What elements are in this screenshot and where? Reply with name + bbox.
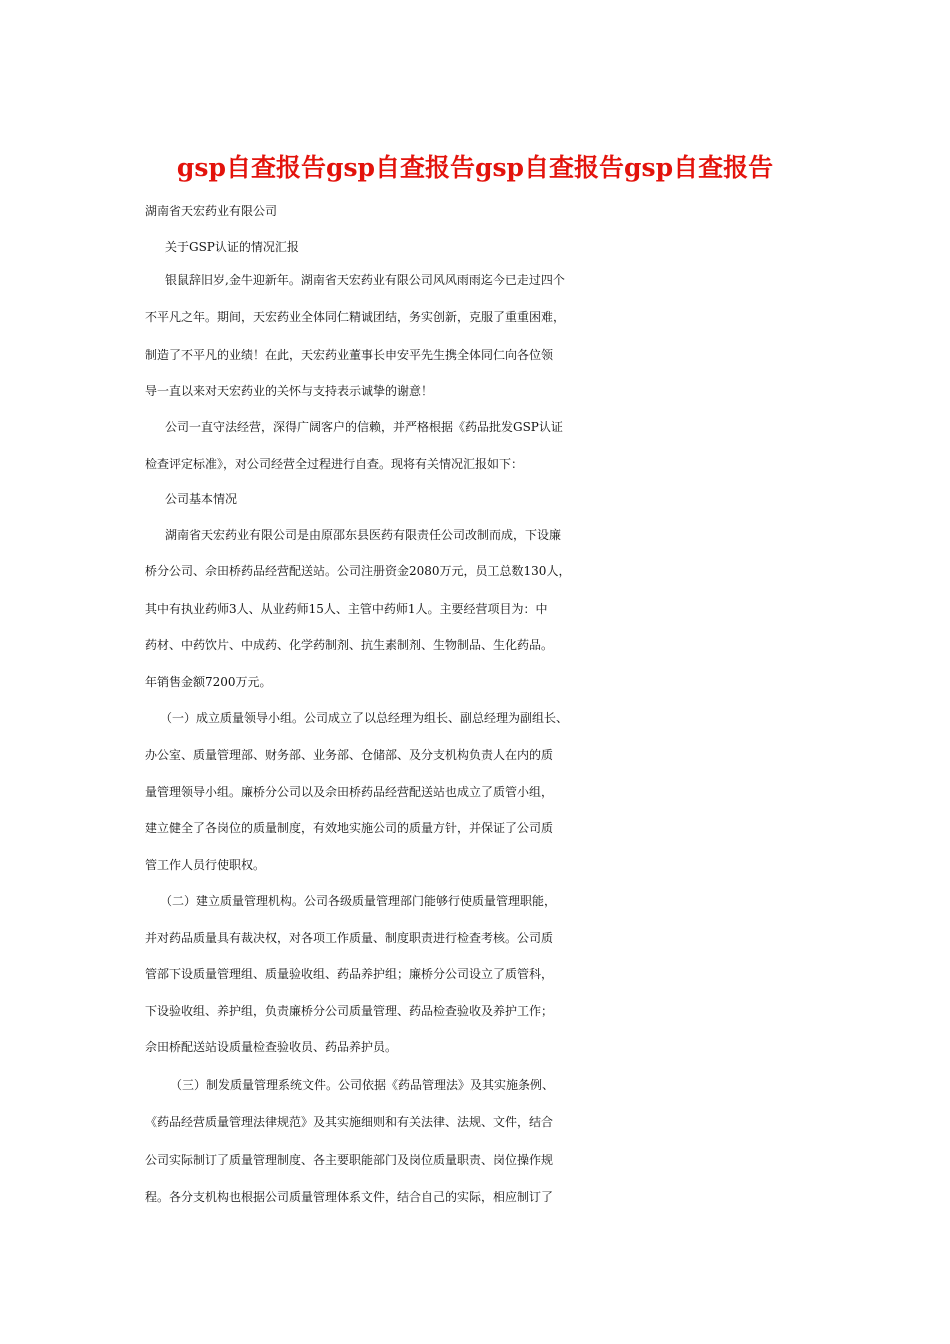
paragraph-line: 办公室、质量管理部、财务部、业务部、仓储部、及分支机构负责人在内的质 (145, 748, 554, 762)
paragraph-line: 制造了不平凡的业绩！在此，天宏药业董事长申安平先生携全体同仁向各位领 (145, 348, 554, 362)
paragraph-line: （三）制发质量管理系统文件。公司依据《药品管理法》及其实施条例、 (170, 1078, 555, 1092)
paragraph-line: 公司一直守法经营，深得广阔客户的信赖，并严格根据《药品批发GSP认证 (165, 420, 563, 434)
paragraph-line: （一）成立质量领导小组。公司成立了以总经理为组长、副总经理为副组长、 (160, 711, 569, 725)
paragraph-line: 银鼠辞旧岁,金牛迎新年。湖南省天宏药业有限公司风风雨雨迄今已走过四个 (165, 273, 565, 287)
paragraph-line: 年销售金额7200万元。 (145, 675, 272, 689)
paragraph-line: 建立健全了各岗位的质量制度，有效地实施公司的质量方针，并保证了公司质 (145, 821, 554, 835)
paragraph-line: 管部下设质量管理组、质量验收组、药品养护组；廉桥分公司设立了质管科， (145, 967, 554, 981)
paragraph-line: 公司实际制订了质量管理制度、各主要职能部门及岗位质量职责、岗位操作规 (145, 1153, 554, 1167)
paragraph-line: 桥分公司、佘田桥药品经营配送站。公司注册资金2080万元，员工总数130人， (145, 564, 571, 578)
paragraph-line: 药材、中药饮片、中成药、化学药制剂、抗生素制剂、生物制品、生化药品。 (145, 638, 554, 652)
company-name-line: 湖南省天宏药业有限公司 (145, 204, 278, 218)
paragraph-line: （二）建立质量管理机构。公司各级质量管理部门能够行使质量管理职能， (160, 894, 557, 908)
section-heading-line: 公司基本情况 (165, 492, 238, 506)
paragraph-line: 佘田桥配送站设质量检查验收员、药品养护员。 (145, 1040, 398, 1054)
paragraph-line: 程。各分支机构也根据公司质量管理体系文件，结合自己的实际，相应制订了 (145, 1190, 554, 1204)
paragraph-line: 检查评定标准》，对公司经营全过程进行自查。现将有关情况汇报如下： (145, 457, 524, 471)
paragraph-line: 不平凡之年。期间，天宏药业全体同仁精诚团结，务实创新，克服了重重困难， (145, 310, 566, 324)
paragraph-line: 《药品经营质量管理法律规范》及其实施细则和有关法律、法规、文件，结合 (145, 1115, 554, 1129)
paragraph-line: 其中有执业药师3人、从业药师15人、主管中药师1人。主要经营项目为：中 (145, 602, 548, 616)
paragraph-line: 管工作人员行使职权。 (145, 858, 266, 872)
paragraph-line: 量管理领导小组。廉桥分公司以及佘田桥药品经营配送站也成立了质管小组， (145, 785, 554, 799)
report-subtitle-line: 关于GSP认证的情况汇报 (165, 240, 299, 254)
paragraph-line: 湖南省天宏药业有限公司是由原邵东县医药有限责任公司改制而成，下设廉 (165, 528, 562, 542)
paragraph-line: 导一直以来对天宏药业的关怀与支持表示诚挚的谢意！ (145, 384, 434, 398)
paragraph-line: 并对药品质量具有裁决权，对各项工作质量、制度职责进行检查考核。公司质 (145, 931, 554, 945)
document-title: gsp自查报告gsp自查报告gsp自查报告gsp自查报告 (176, 153, 774, 182)
paragraph-line: 下设验收组、养护组，负责廉桥分公司质量管理、药品检查验收及养护工作； (145, 1004, 554, 1018)
